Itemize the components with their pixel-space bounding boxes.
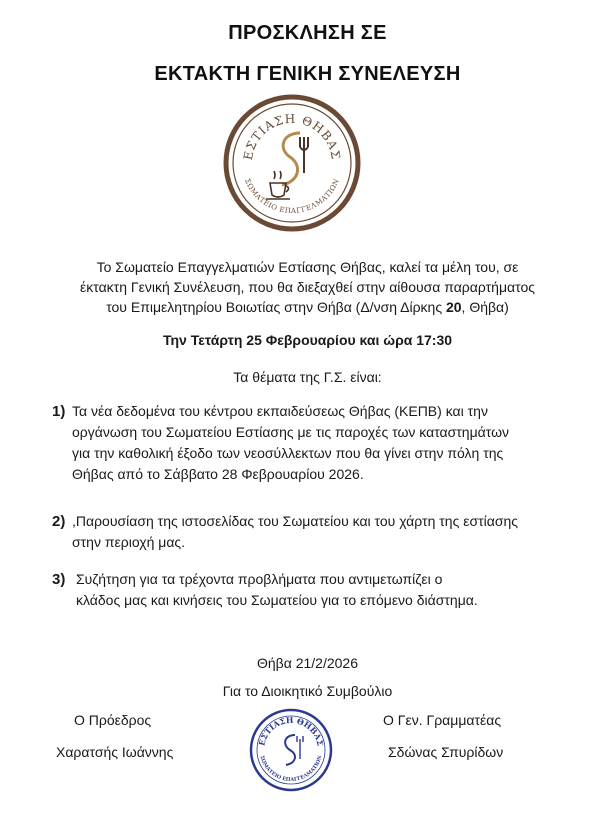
president-name: Χαρατσής Ιωάννης <box>56 744 174 760</box>
agenda-item-line: Θήβας από το Σάββατο 28 Φεβρουαρίου 2026. <box>72 466 364 482</box>
stamp-bottom-text: ΣΩΜΑΤΕΙΟ ΕΠΑΓΓΕΛΜΑΤΙΩΝ <box>258 754 324 784</box>
fork-icon <box>300 137 308 173</box>
intro-line-1-a: Το Σωματείο Επαγγελματιών Εστίασης Θήβας <box>96 259 382 275</box>
agenda-item-number: 2) <box>52 513 66 530</box>
agenda-item-number: 1) <box>52 403 66 420</box>
title-line-2: ΕΚΤΑΚΤΗ ΓΕΝΙΚΗ ΣΥΝΕΛΕΥΣΗ <box>154 63 461 85</box>
agenda-item-line: Συζήτηση για τα τρέχοντα προβλήματα που αντιμετωπίζει ο <box>76 571 443 587</box>
intro-line-3-a: του Επιμελητηρίου Βοιωτίας στην Θήβα (Δ/νση Δίρκης <box>106 299 446 315</box>
svg-text:ΣΩΜΑΤΕΙΟ ΕΠΑΓΓΕΛΜΑΤΙΩΝ <box>259 754 324 783</box>
intro-address-number: 20 <box>445 299 462 315</box>
agenda-item-2 <box>52 511 592 553</box>
president-title: Ο Πρόεδρος <box>74 712 152 728</box>
agenda-item-line: στην περιοχή μας. <box>72 534 186 550</box>
svg-text:ΕΣΤΙΑΣΗ ΘΗΒΑΣ <box>241 112 343 161</box>
agenda-item-1 <box>52 401 592 485</box>
agenda-item-line: ,Παρουσίαση της ιστοσελίδας του Σωματείου και του χάρτη της εστίασης <box>72 513 518 529</box>
logo-bottom-text: ΣΩΜΑΤΕΙΟ ΕΠΑΓΓΕΛΜΑΤΙΩΝ <box>243 177 341 216</box>
agenda-item-line: για την καθολική έξοδο των νεοσύλλεκτων που θα γίνει στην πόλη της <box>72 445 504 461</box>
agenda-item-number: 3) <box>52 571 66 588</box>
agenda-item-3 <box>52 569 592 611</box>
association-logo <box>222 93 362 233</box>
coffee-cup-icon <box>266 171 290 199</box>
title-line-1: ΠΡΟΣΚΛΗΣΗ ΣΕ <box>228 22 387 44</box>
secretary-name: Σδώνας Σπυρίδων <box>388 744 504 760</box>
meeting-date: Την Τετάρτη 25 Φεβρουαρίου και ώρα 17:30 <box>162 332 453 348</box>
logo-top-text: ΕΣΤΙΑΣΗ ΘΗΒΑΣ <box>240 111 344 162</box>
agenda-item-line: Τα νέα δεδομένα του κέντρου εκπαιδεύσεως Θήβας (ΚΕΠΒ) και την <box>72 403 488 419</box>
association-stamp <box>248 707 334 793</box>
intro-line-3 <box>30 297 585 317</box>
svg-text:ΣΩΜΑΤΕΙΟ ΕΠΑΓΓΕΛΜΑΤΙΩΝ <box>243 178 341 216</box>
agenda-item-line: κλάδος μας και κινήσεις του Σωματείου για το επόμενο διάστημα. <box>76 592 478 608</box>
intro-paragraph <box>30 257 585 317</box>
agenda-item-line: οργάνωση του Σωματείου Εστίασης με τις παροχές των καταστημάτων <box>72 424 510 440</box>
intro-line-3-b: , Θήβα) <box>461 299 509 315</box>
intro-line-1 <box>30 257 585 277</box>
secretary-title: Ο Γεν. Γραμματέας <box>383 712 502 728</box>
board-signature-line: Για το Διοικητικό Συμβούλιο <box>222 683 393 699</box>
intro-line-1-b: , καλεί τα μέλη του, σε <box>381 259 519 275</box>
topics-intro: Τα θέματα της Γ.Σ. είναι: <box>233 369 382 385</box>
intro-line-2: έκτακτη Γενική Συνέλευση, που θα διεξαχθεί στην αίθουσα παραρτήματος <box>80 279 535 295</box>
place-date: Θήβα 21/2/2026 <box>257 655 358 671</box>
stamp-top-text: ΕΣΤΙΑΣΗ ΘΗΒΑΣ <box>256 714 326 747</box>
stamp-fork-icon <box>297 736 303 759</box>
